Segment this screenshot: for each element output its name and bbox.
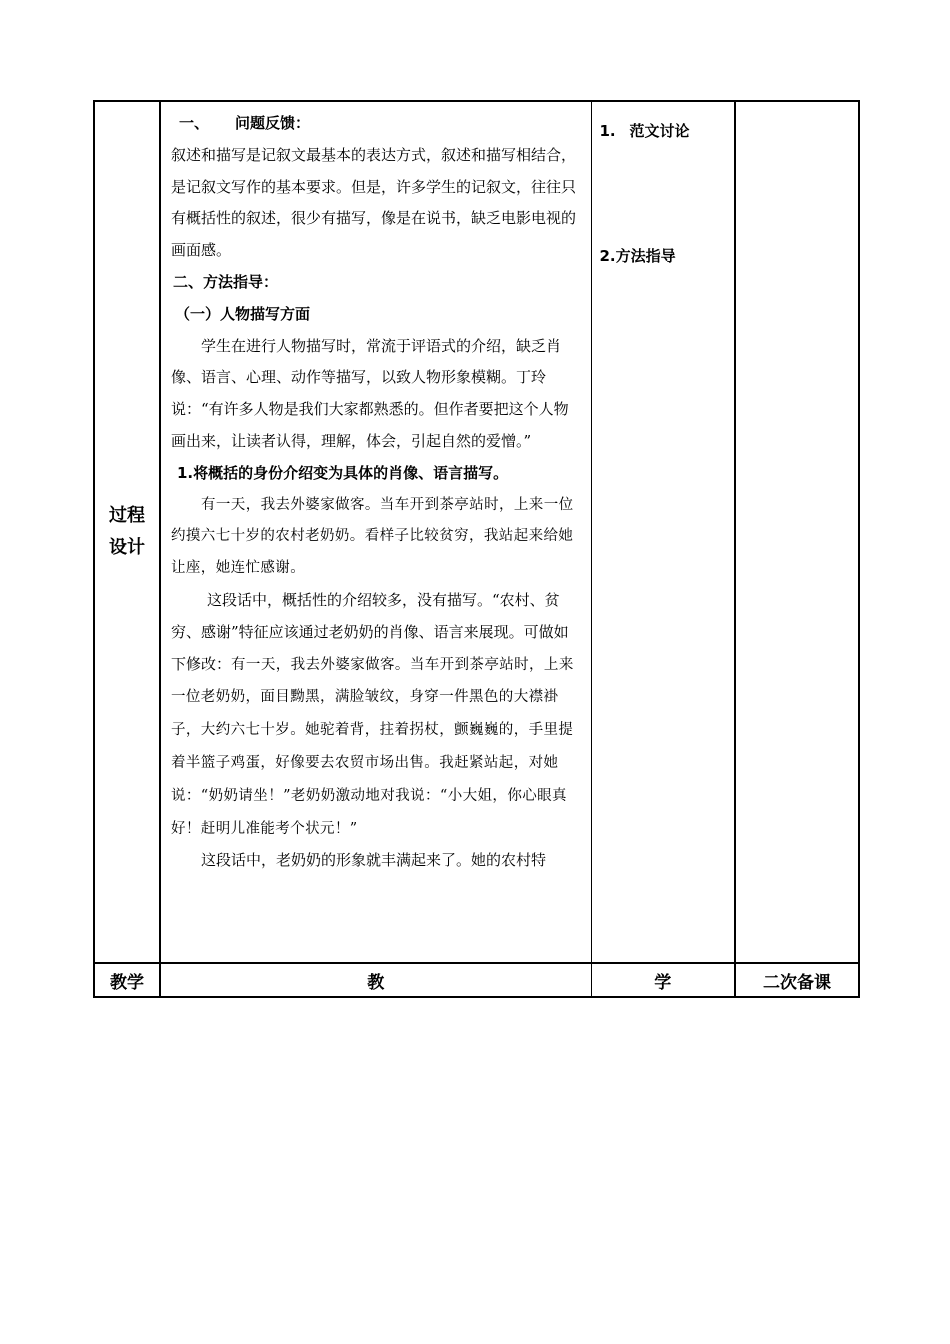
footer-row — [94, 963, 859, 997]
lesson-plan-table — [93, 100, 860, 998]
analysis-text: 这段话中，概括性的介绍较多，没有描写。“农村、贫穷、感谢”特征应该通过老奶奶的肖像、语言来展现。可做如下修改： — [171, 590, 569, 673]
section-heading-feedback — [171, 108, 583, 140]
second-prep-cell — [735, 101, 859, 963]
example-paragraph: 有一天，我去外婆家做客。当车开到茶亭站时，上来一位约摸六七十岁的农村老奶奶。看样子比较贫穷，我站起来给她让座，她连忙感谢。 — [171, 496, 574, 577]
activity-item-1 — [600, 120, 727, 141]
analysis-paragraph — [171, 585, 583, 845]
footer-cell-learn: 学 — [591, 963, 735, 997]
activity-item-2: 2.方法指导 — [599, 247, 676, 265]
footer-cell-teach: 教 — [160, 963, 591, 997]
activity-item-1-text: 范文讨论 — [629, 122, 690, 140]
point-heading-1: 1.将概括的身份介绍变为具体的肖像、语言描写。 — [177, 463, 509, 482]
section-heading-method: 二、方法指导： — [173, 272, 279, 291]
teaching-content-cell — [160, 101, 591, 963]
character-paragraph: 学生在进行人物描写时，常流于评语式的介绍，缺乏肖像、语言、心理、动作等描写，以致人物形象模糊。丁玲说：“有许多人物是我们大家都熟悉的。但作者要把这个人物画出来，让读者认得，理解，体会，引起自然的爱憎。” — [171, 336, 569, 450]
section-number: 一、 — [179, 114, 210, 132]
footer-cell-second-prep: 二次备课 — [735, 963, 859, 997]
student-activity-cell — [591, 101, 735, 963]
feedback-paragraph: 叙述和描写是记叙文最基本的表达方式，叙述和描写相结合，是记叙文写作的基本要求。但是，许多学生的记叙文，往往只有概括性的叙述，很少有描写，像是在说书，缺乏电影电视的画面感。 — [171, 145, 577, 260]
row-label-line-1: 过程 — [109, 505, 145, 526]
revised-example-text: 有一天，我去外婆家做客。当车开到茶亭站时，上来一位老奶奶，面目黝黑，满脸皱纹，身穿一件黑色的大襟褂子，大约六七十岁。她驼着背，拄着拐杖，颤巍巍的，手里提着半篮子鸡蛋，好像要去农贸市场出售。我赶紧站起，对她说：“奶奶请坐！”老奶奶激动地对我说：“小大姐，你心眼真好！赶明儿准能考个状元！” — [171, 656, 574, 837]
section-title: 问题反馈： — [235, 114, 311, 132]
conclusion-paragraph: 这段话中，老奶奶的形象就丰满起来了。她的农村特 — [201, 851, 547, 870]
activity-item-1-number: 1. — [599, 122, 616, 140]
footer-cell-teaching: 教学 — [94, 963, 160, 997]
subheading-character: （一）人物描写方面 — [175, 304, 311, 323]
row-label-line-2: 设计 — [109, 537, 145, 558]
row-label-cell — [94, 101, 160, 963]
process-design-row — [94, 101, 859, 963]
